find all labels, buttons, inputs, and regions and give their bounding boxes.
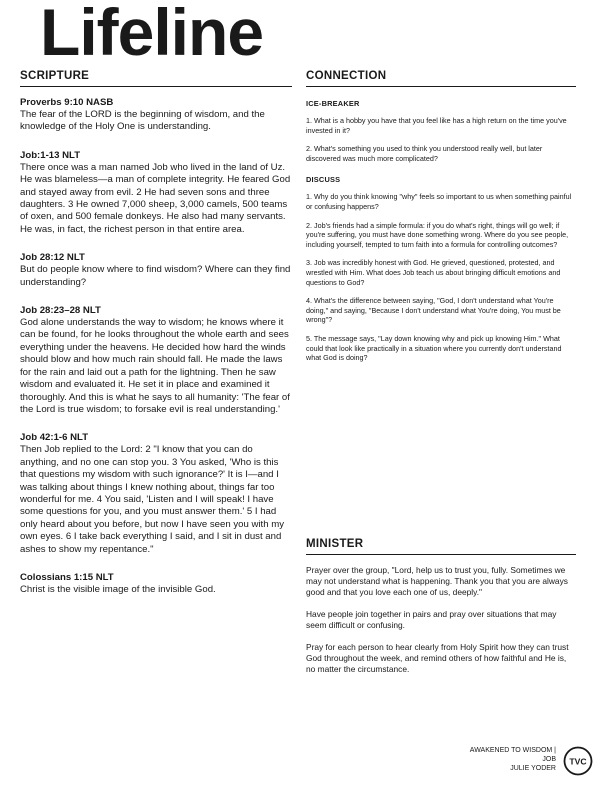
passage-text: Then Job replied to the Lord: 2 "I know that you can do anything, and no one can stop you. 3 You asked, 'Who is this that questions my wisdom with such ignorance?' It is I—and I was talking about things I knew nothing about, things far too wonderful for me. 4 You said, 'Listen and I will speak! I have some questions for you, and you must answer them.' 5 I had only heard about you before, but now I have seen you with my own eyes. 6 I take back everything I said, and I sit in dust and ashes to show my repentance." [20,444,284,555]
passage-text: But do people know where to find wisdom? Where can they find understanding? [20,264,291,288]
discuss-question: 1. Why do you think knowing "why" feels so important to us when something painful or confusing happens? [306,192,572,211]
minister-paragraph: Have people join together in pairs and pray over situations that may seem difficult or confusing. [306,609,557,630]
passage-text: The fear of the LORD is the beginning of wisdom, and the knowledge of the Holy One is understanding. [20,109,265,133]
series-title: AWAKENED TO WISDOM | [469,747,556,754]
minister-paragraph: Pray for each person to hear clearly from Holy Spirit how they can trust God throughout the week, and remind others of how faithful and He is, no matter the circumstance. [306,642,569,674]
passage [20,150,292,236]
connection-section [306,70,576,372]
discuss-question: 4. What's the difference between saying, "God, I don't understand what You're doing," and saying, "Because I don't understand what You're doing, You must be wrong"? [306,296,561,325]
passage-text: Christ is the visible image of the invisible God. [20,583,216,595]
minister-paragraph: Prayer over the group, "Lord, help us to trust you, fully. Sometimes we may not understand what is happening. Thank you that you are always good and that you love each one of us, deeply." [306,565,568,597]
passage-reference: Proverbs 9:10 NASB [20,97,114,108]
discuss-label: DISCUSS [306,175,341,185]
tvc-logo-text: TVC [569,756,587,767]
passage-reference: Job 42:1-6 NLT [20,432,89,444]
connection-heading: CONNECTION [306,70,576,87]
series-book: JOB [542,756,556,763]
passage [20,305,292,416]
passage [20,572,292,596]
discuss-question: 3. Job was incredibly honest with God. He grieved, questioned, protested, and wrestled with Him. What does Job teach us about bringing difficult emotions and questions to God? [306,258,561,287]
passage-reference: Job:1-13 NLT [20,149,81,161]
footer-credit [470,746,556,773]
discuss-question: 5. The message says, "Lay down knowing why and pick up knowing Him." What could that look like practically in a situation where you currently don't understand what God is doing? [306,333,562,363]
passage-reference: Job 28:12 NLT [20,252,85,264]
page-title: Lifeline [40,0,264,69]
scripture-section [20,70,292,612]
passage [20,97,292,134]
author-name: JULIE YODER [510,765,556,772]
discuss-question: 2. Job's friends had a simple formula: if you do what's right, things will go well; if you're suffering, you must have done something wrong. Where do you see people, including yourself, tempted to turn faith into a formula for controlling outcomes? [306,220,569,249]
passage-reference: Colossians 1:15 NLT [20,571,114,583]
scripture-heading: SCRIPTURE [20,70,292,87]
passage-reference: Job 28:23–28 NLT [20,305,101,317]
icebreaker-question: 2. What's something you used to think you understood really well, but later discovered was much more complicated? [306,144,543,163]
icebreaker-question: 1. What is a hobby you have that you feel like has a high return on the time you've invested in it? [306,116,567,135]
passage-text: There once was a man named Job who lived in the land of Uz. He was blameless—a man of complete integrity. He feared God and stayed away from evil. 2 He had seven sons and three daughters. 3 He owned 7,000 sheep, 3,000 camels, 500 teams of oxen, and 500 female donkeys. He also had many servants. He was, in fact, the richest person in that entire area. [20,161,291,235]
tvc-logo [563,746,593,776]
passage [20,432,292,556]
icebreaker-label: ICE-BREAKER [306,99,360,108]
passage-text: God alone understands the way to wisdom; he knows where it can be found, for he looks throughout the whole earth and sees everything under the heavens. He decided how hard the winds should blow and how much rain should fall. He made the laws for the rain and laid out a path for the lightning. Then he saw wisdom and evaluated it. He set it in place and examined it thoroughly. And this is what he says to all humanity: 'The fear of the Lord is true wisdom; to forsake evil is real understanding.' [20,317,290,415]
minister-heading: MINISTER [306,538,576,555]
passage [20,252,292,289]
minister-section [306,538,576,686]
